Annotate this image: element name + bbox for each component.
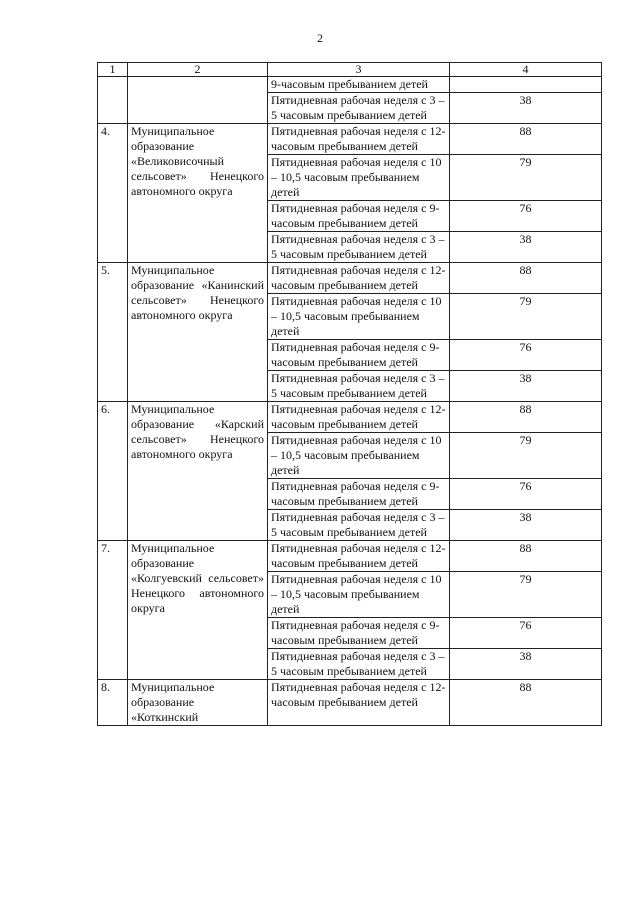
value-cell: 76 [450,618,602,649]
organization-cell [128,77,268,124]
regime-cell: Пятидневная рабочая неделя с 10 – 10,5 часовым пребыванием детей [268,572,450,618]
table-row [98,263,602,294]
regime-cell: Пятидневная рабочая неделя с 3 – 5 часовым пребыванием детей [268,232,450,263]
header-cell: 2 [128,63,268,77]
row-number-cell: 5. [98,263,128,402]
table-row [98,402,602,433]
regime-cell: Пятидневная рабочая неделя с 10 – 10,5 часовым пребыванием детей [268,433,450,479]
row-number-cell: 7. [98,541,128,680]
value-cell: 79 [450,294,602,340]
regime-cell: Пятидневная рабочая неделя с 3 – 5 часовым пребыванием детей [268,649,450,680]
table-row [98,680,602,726]
header-cell: 1 [98,63,128,77]
row-number-cell: 4. [98,124,128,263]
table-row [98,541,602,572]
value-cell: 79 [450,433,602,479]
regime-cell: Пятидневная рабочая неделя с 9-часовым пребыванием детей [268,201,450,232]
value-cell: 88 [450,402,602,433]
value-cell: 76 [450,479,602,510]
row-number-cell: 6. [98,402,128,541]
table-body [98,63,602,726]
value-cell: 79 [450,155,602,201]
organization-cell: Муниципальное образование «Колгуевский сельсовет» Ненецкого автономного округа [128,541,268,680]
regime-cell: Пятидневная рабочая неделя с 9-часовым пребыванием детей [268,340,450,371]
regime-cell: Пятидневная рабочая неделя с 3 – 5 часовым пребыванием детей [268,510,450,541]
regime-cell: 9-часовым пребыванием детей [268,77,450,93]
regime-cell: Пятидневная рабочая неделя с 12-часовым пребыванием детей [268,124,450,155]
value-cell: 38 [450,510,602,541]
regime-cell: Пятидневная рабочая неделя с 3 – 5 часовым пребыванием детей [268,371,450,402]
value-cell: 88 [450,680,602,726]
value-cell: 38 [450,232,602,263]
value-cell: 76 [450,201,602,232]
regime-cell: Пятидневная рабочая неделя с 9-часовым пребыванием детей [268,618,450,649]
regime-cell: Пятидневная рабочая неделя с 12-часовым пребыванием детей [268,680,450,726]
value-cell: 88 [450,263,602,294]
header-cell: 3 [268,63,450,77]
page-number: 2 [317,31,323,45]
organization-cell: Муниципальное образование «Канинский сельсовет» Ненецкого автономного округа [128,263,268,402]
regime-cell: Пятидневная рабочая неделя с 12-часовым пребыванием детей [268,402,450,433]
organization-cell: Муниципальное образование «Карский сельсовет» Ненецкого автономного округа [128,402,268,541]
table-row [98,124,602,155]
regime-cell: Пятидневная рабочая неделя с 9-часовым пребыванием детей [268,479,450,510]
value-cell: 38 [450,371,602,402]
value-cell: 88 [450,124,602,155]
data-table [97,62,602,726]
regime-cell: Пятидневная рабочая неделя с 12-часовым пребыванием детей [268,541,450,572]
organization-cell: Муниципальное образование «Великовисочный сельсовет» Ненецкого автономного округа [128,124,268,263]
table-row [98,77,602,93]
row-number-cell: 8. [98,680,128,726]
value-cell: 38 [450,93,602,124]
header-row [98,63,602,77]
organization-cell: Муниципальное образование «Коткинский [128,680,268,726]
regime-cell: Пятидневная рабочая неделя с 10 – 10,5 часовым пребыванием детей [268,294,450,340]
value-cell: 79 [450,572,602,618]
value-cell [450,77,602,93]
value-cell: 76 [450,340,602,371]
value-cell: 88 [450,541,602,572]
regime-cell: Пятидневная рабочая неделя с 10 – 10,5 часовым пребыванием детей [268,155,450,201]
header-cell: 4 [450,63,602,77]
value-cell: 38 [450,649,602,680]
regime-cell: Пятидневная рабочая неделя с 12-часовым пребыванием детей [268,263,450,294]
row-number-cell [98,77,128,124]
regime-cell: Пятидневная рабочая неделя с 3 – 5 часовым пребыванием детей [268,93,450,124]
